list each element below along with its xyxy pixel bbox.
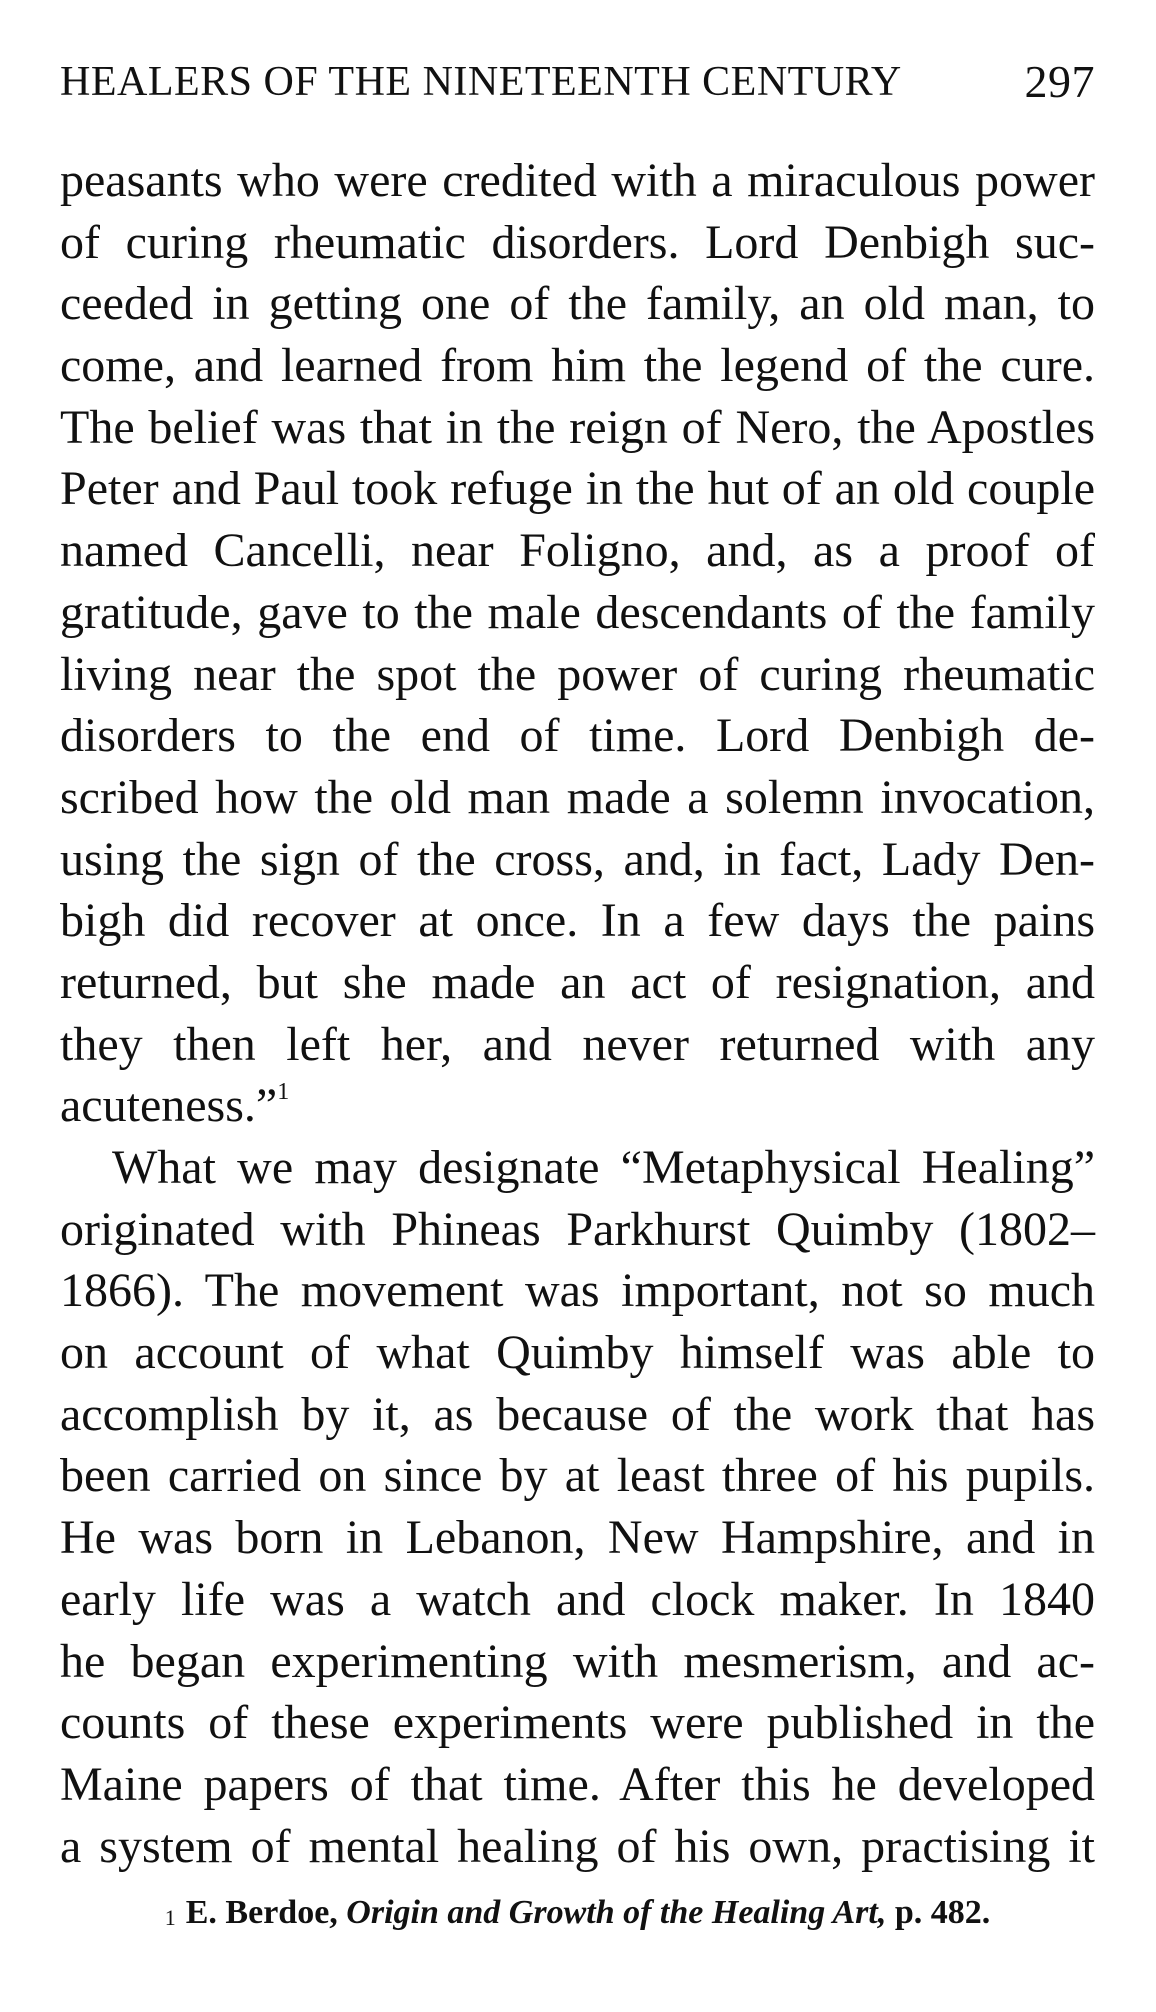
text-line: early life was a watch and clock maker. In 1840 [60, 1572, 1095, 1626]
body-text [60, 150, 1095, 1877]
text-line: using the sign of the cross, and, in fact, Lady Den- [60, 832, 1095, 886]
text-line: 1866). The movement was important, not so much [60, 1264, 1095, 1318]
text-line: returned, but she made an act of resignation, and [60, 955, 1095, 1009]
text-line: originated with Phineas Parkhurst Quimby (1802– [60, 1202, 1095, 1256]
paragraph-start-line: What we may designate “Metaphysical Healing” [112, 1141, 1095, 1194]
footnote-book-title: Origin and Growth of the Healing Art, [346, 1894, 887, 1931]
text-line: Maine papers of that time. After this he developed [60, 1757, 1095, 1811]
footnote [60, 1888, 1095, 1938]
text-line: a system of mental healing of his own, practising it [60, 1819, 1095, 1873]
text-line: accomplish by it, as because of the work that has [60, 1387, 1095, 1441]
page-number: 297 [1024, 56, 1095, 107]
text-line: bigh did recover at once. In a few days the pains [60, 894, 1095, 948]
text-line: scribed how the old man made a solemn invocation, [60, 770, 1095, 824]
text-line: come, and learned from him the legend of the cure. [60, 339, 1095, 393]
text-line-content: acuteness.” [60, 1079, 278, 1133]
text-line: gratitude, gave to the male descendants of the family [60, 585, 1095, 639]
footnote-mark: 1 [164, 1905, 176, 1930]
paragraph-end-line [60, 1075, 1095, 1137]
footnote-author: E. Berdoe, [185, 1894, 338, 1931]
text-line: He was born in Lebanon, New Hampshire, and in [60, 1511, 1095, 1565]
text-line: ceeded in getting one of the family, an old man, to [60, 277, 1095, 331]
text-line: disorders to the end of time. Lord Denbigh de- [60, 709, 1095, 763]
footnote-page-ref: p. 482. [894, 1894, 991, 1931]
text-line: The belief was that in the reign of Nero, the Apostles [60, 400, 1095, 454]
text-line: living near the spot the power of curing rheumatic [60, 647, 1095, 701]
text-line: named Cancelli, near Foligno, and, as a proof of [60, 524, 1095, 578]
text-line: counts of these experiments were published in the [60, 1696, 1095, 1750]
text-line: on account of what Quimby himself was able to [60, 1326, 1095, 1380]
text-line: they then left her, and never returned with any [60, 1017, 1095, 1071]
running-title: HEALERS OF THE NINETEENTH CENTURY [60, 59, 902, 105]
running-header [60, 52, 1095, 112]
text-line: been carried on since by at least three of his pupils. [60, 1449, 1095, 1503]
text-line: of curing rheumatic disorders. Lord Denbigh suc- [60, 215, 1095, 269]
text-line: he began experimenting with mesmerism, and ac- [60, 1634, 1095, 1688]
text-line: peasants who were credited with a miraculous power [60, 154, 1095, 207]
footnote-reference: 1 [277, 1079, 290, 1106]
text-line: Peter and Paul took refuge in the hut of an old couple [60, 462, 1095, 516]
